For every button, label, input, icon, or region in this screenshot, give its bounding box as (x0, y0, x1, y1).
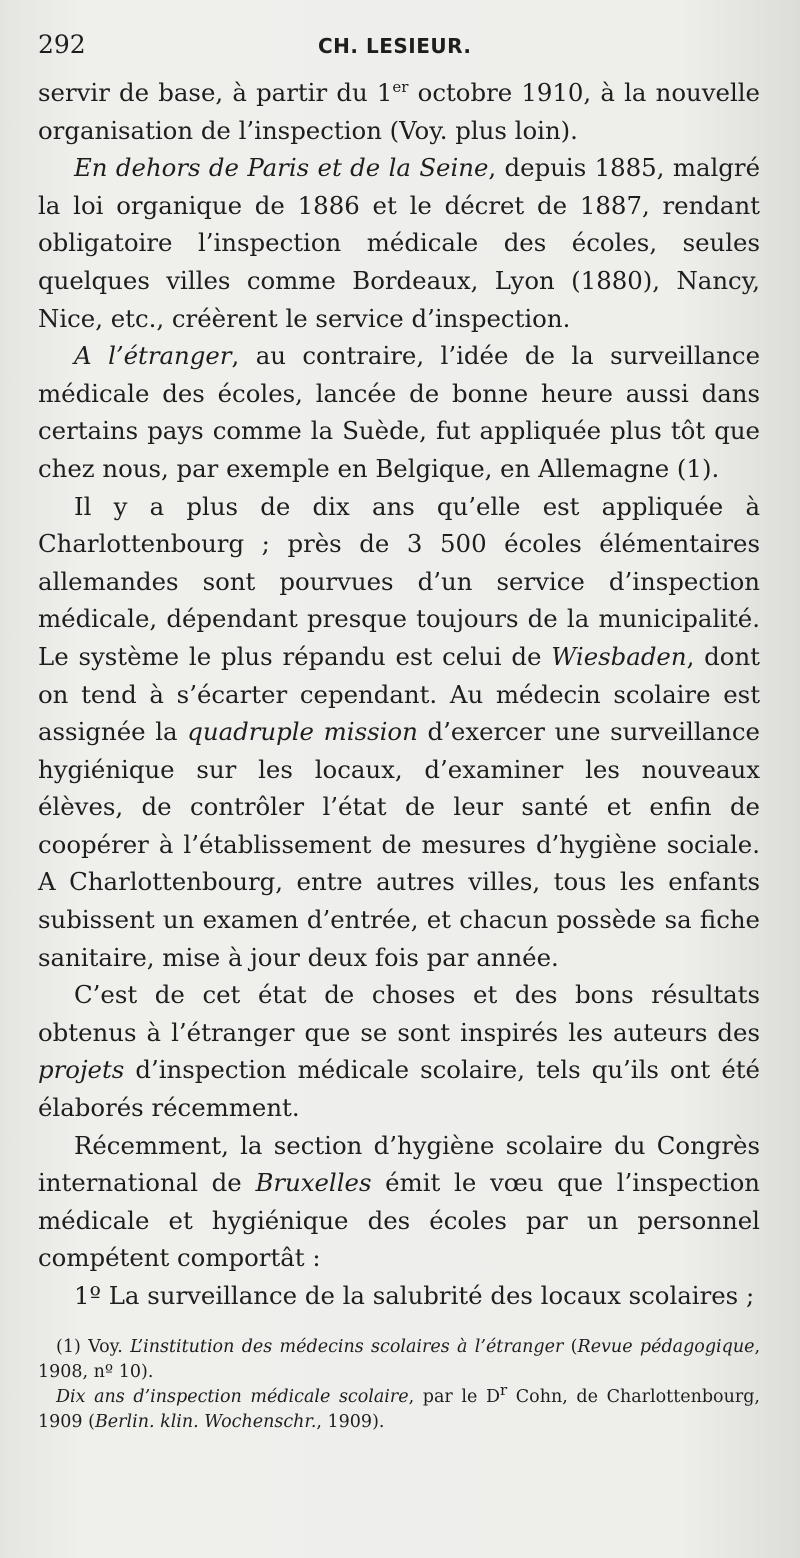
running-head (38, 30, 760, 74)
paragraph-1: servir de base, à partir du 1er octobre 1910, à la nouvelle organisation de l’inspection (Voy. plus loin). (38, 77, 760, 145)
footnote-1: (1) Voy. L’institution des médecins scolaires à l’étranger (Revue pédagogique, 1908, nº 10). (38, 1336, 761, 1382)
paragraph-2: En dehors de Paris et de la Seine, depuis 1885, malgré la loi organique de 1886 et le décret de 1887, rendant obligatoire l’inspection médicale des écoles, seules quelques villes comme Bordeaux, Lyon (1880), Nancy, Nice, etc., créèrent le service d’inspection. (38, 153, 760, 333)
superscript-er: er (392, 77, 409, 96)
paragraph-7: 1º La surveillance de la salubrité des locaux scolaires ; (74, 1281, 755, 1310)
footnote-2: Dix ans d’inspection médicale scolaire, par le $D^r$ Cohn, de Charlottenbourg, 1909 (Berlin. klin. Wochenschr., 1909). (38, 1380, 760, 1432)
running-title: CH. LESIEUR. (318, 34, 472, 58)
page-number: 292 (38, 30, 86, 59)
paragraph-3: A l’étranger, au contraire, l’idée de la surveillance médicale des écoles, lancée de bonne heure aussi dans certains pays comme la Suède, fut appliquée plus tôt que chez nous, par exemple en Belgique, en Allemagne (1). (38, 341, 760, 483)
body-text (38, 74, 760, 1315)
paragraph-4: Il y a plus de dix ans qu’elle est appliquée à Charlottenbourg ; près de 3 500 écoles élémentaires allemandes sont pourvues d’un service d’inspection médicale, dépendant presque toujours de la municipalité. Le système le plus répandu est celui de Wiesbaden, dont on tend à s’écarter cependant. Au médecin scolaire est assignée la quadruple mission d’exercer une surveillance hygiénique sur les locaux, d’examiner les nouveaux élèves, de contrôler l’état de leur santé et enfin de coopérer à l’établissement de mesures d’hygiène sociale. A Charlottenbourg, entre autres villes, tous les enfants subissent un examen d’entrée, et chacun possède sa fiche sanitaire, mise à jour deux fois par année. (38, 491, 760, 972)
footnotes (38, 1335, 760, 1435)
paragraph-5: C’est de cet état de choses et des bons résultats obtenus à l’étranger que se sont inspirés les auteurs des projets d’inspection médicale scolaire, tels qu’ils ont été élaborés récemment. (38, 980, 760, 1123)
paragraph-6: Récemment, la section d’hygiène scolaire du Congrès international de Bruxelles émit le vœu que l’inspection médicale et hygiénique des écoles par un personnel compétent comportât : (38, 1130, 761, 1273)
